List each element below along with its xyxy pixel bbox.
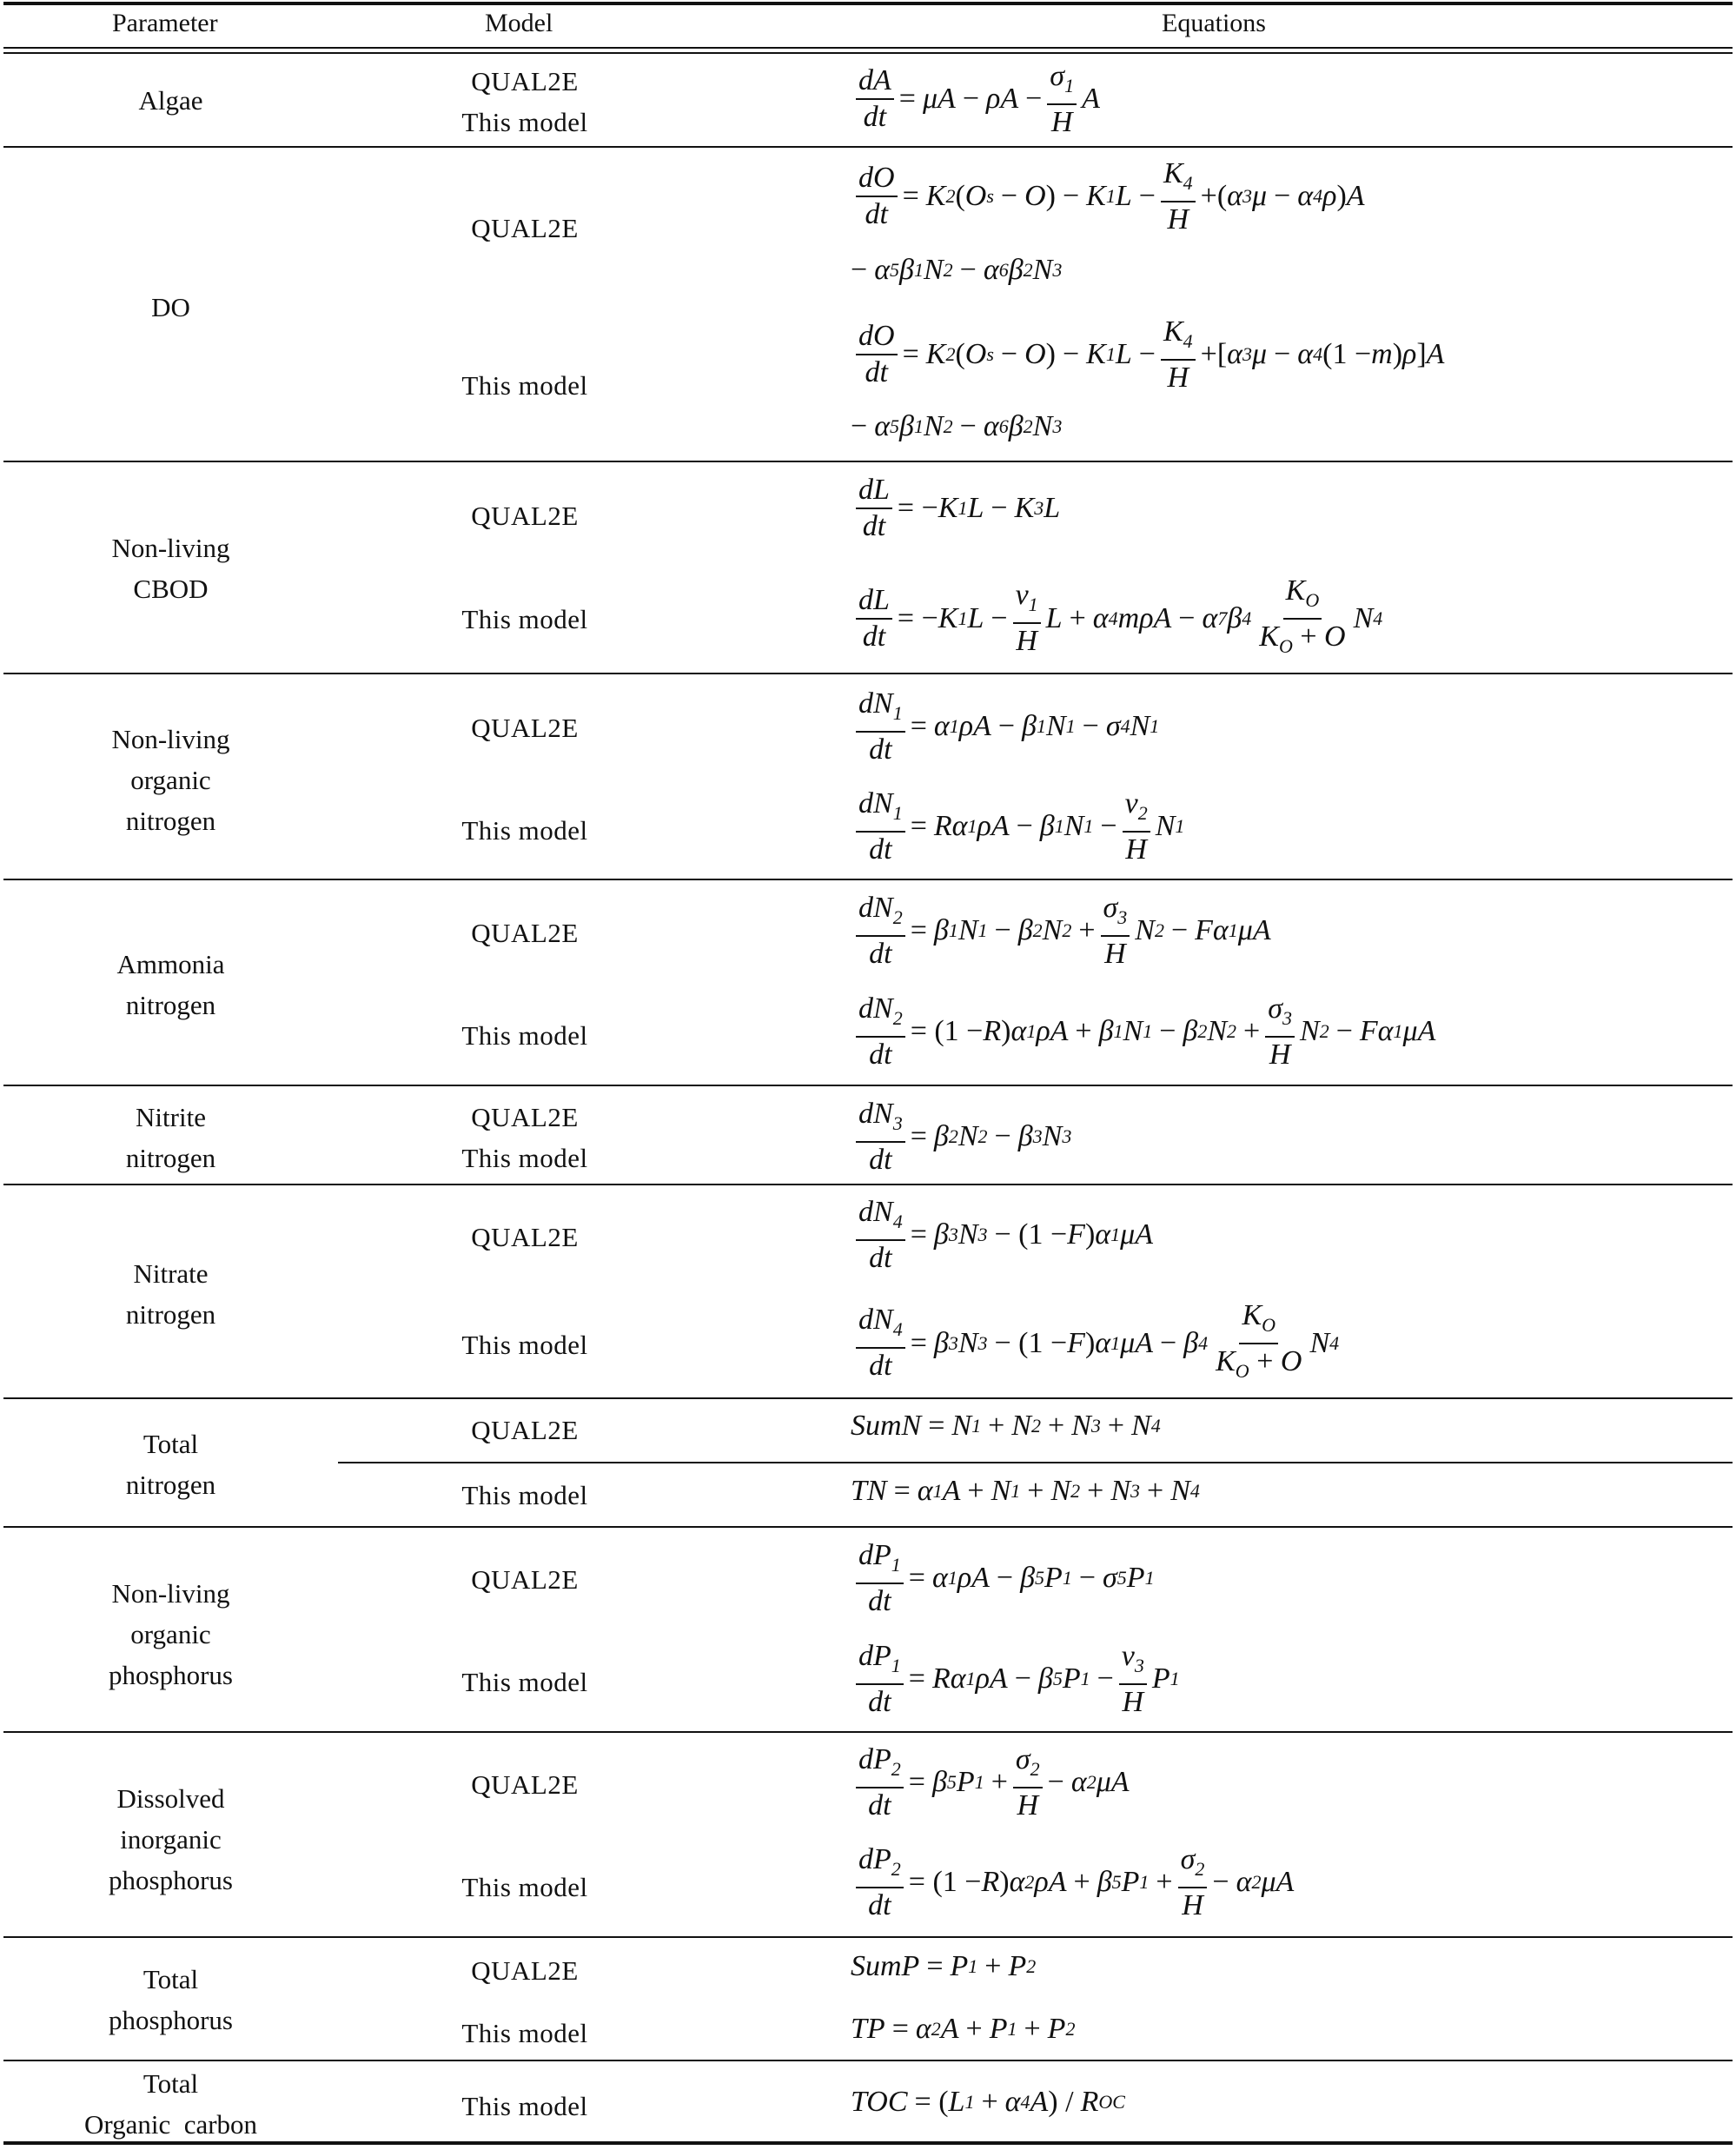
model-this: This model [461, 815, 588, 846]
row-divider [3, 1526, 1733, 1528]
param-ammonia-nitrogen: Ammonia nitrogen [116, 949, 225, 1020]
equation-do-this-line2: − α 5 β 1 N 2 − α 6 β 2 N 3 [851, 410, 1063, 442]
model-this: This model [461, 1330, 588, 1360]
row-divider [3, 1731, 1733, 1733]
model-this: This model [461, 1020, 588, 1051]
equation-tn-qual2e: SumN = N 1 + N 2 + N 3 + N 4 [851, 1410, 1161, 1442]
model-this: This model [461, 1480, 588, 1510]
param-total-nitrogen: Total nitrogen [125, 1429, 216, 1500]
param-algae: Algae [138, 85, 203, 116]
model-this: This model [461, 604, 588, 634]
param-inorganic-phosphorus: Dissolved inorganic phosphorus [109, 1783, 233, 1895]
param-total-organic-carbon: Total Organic carbon [83, 2068, 258, 2140]
model-qual2e: QUAL2E [471, 713, 579, 743]
equation-nh3-qual2e: $\frac{dN_2}{dt}$ = β 1 N 1 − β 2 N 2 + $\frac{\sigma_3}{H}$ N 2 − Fα 1 μA [851, 893, 1271, 970]
equation-cbod-qual2e: $\frac{dL}{dt}$ = − K 1 L − K 3 L [851, 474, 1060, 542]
model-qual2e: QUAL2E [471, 918, 579, 948]
param-do: DO [151, 292, 190, 322]
param-nitrite-nitrogen: Nitrite nitrogen [125, 1102, 216, 1173]
row-divider [3, 1936, 1733, 1938]
model-qual2e: QUAL2E [471, 501, 579, 531]
equation-cbod-this: $\frac{dL}{dt}$ = − K 1 L − $\frac{v_1}{H}$ L + α 4 mρA − α 7 β 4 $\frac{K_O}{K_O + O}$ N 4 [851, 575, 1382, 662]
top-rule [3, 2, 1733, 5]
model-this: This model [461, 2018, 588, 2048]
model-cell: QUAL2E This model [461, 1102, 588, 1173]
equation-tp-qual2e: SumP = P 1 + P 2 [851, 1950, 1037, 1982]
model-qual2e: QUAL2E [471, 1769, 579, 1800]
header-model: Model [485, 9, 553, 37]
equation-tp-this: TP = α 2 A + P 1 + P 2 [851, 2013, 1076, 2045]
equation-orgp-qual2e: $\frac{dP_1}{dt}$ = α 1 ρA − β 5 P 1 − σ 5 P 1 [851, 1540, 1155, 1617]
row-divider [3, 461, 1733, 462]
param-organic-phosphorus: Non-living organic phosphorus [109, 1578, 233, 1690]
model-this: This model [461, 370, 588, 401]
equation-algae: $\frac{dA}{dt}$ = μA − ρA − $\frac{\sigma_1}{H}$ A [851, 61, 1100, 138]
param-total-phosphorus: Total phosphorus [109, 1964, 233, 2035]
row-divider [3, 879, 1733, 880]
model-qual2e: QUAL2E [471, 1955, 579, 1986]
equations-table [3, 2, 1733, 2147]
header-rule-1 [3, 47, 1733, 49]
equation-do-qual2e-line1: $\frac{dO}{dt}$ = K 2 ( O s − O ) − K 1 L − $\frac{K_4}{H}$ +( α 3 μ − α 4 ρ ) A [851, 158, 1365, 236]
param-nitrate-nitrogen: Nitrate nitrogen [125, 1258, 216, 1330]
row-divider [3, 1085, 1733, 1086]
equation-orgp-this: $\frac{dP_1}{dt}$ = Rα 1 ρA − β 5 P 1 − $\frac{\nu_3}{H}$ P 1 [851, 1641, 1180, 1718]
model-this: This model [461, 1667, 588, 1697]
row-divider [3, 1397, 1733, 1399]
row-divider [3, 673, 1733, 674]
row-divider [3, 2060, 1733, 2061]
param-cbod: Non-living CBOD [111, 533, 230, 604]
equation-dip-this: $\frac{dP_2}{dt}$ = (1 − R ) α 2 ρA + β 5 P 1 + $\frac{\sigma_2}{H}$ − α 2 μA [851, 1844, 1294, 1921]
header-rule-2 [3, 52, 1733, 54]
model-this: This model [461, 2091, 588, 2121]
equation-toc: TOC = ( L 1 + α 4 A ) / R OC [851, 2086, 1125, 2118]
equation-no2: $\frac{dN_3}{dt}$ = β 2 N 2 − β 3 N 3 [851, 1098, 1071, 1176]
equation-do-qual2e-line2: − α 5 β 1 N 2 − α 6 β 2 N 3 [851, 254, 1063, 286]
param-organic-nitrogen: Non-living organic nitrogen [111, 724, 230, 836]
equation-nh3-this: $\frac{dN_2}{dt}$ = (1 − R ) α 1 ρA + β 1 N 1 − β 2 N 2 + $\frac{\sigma_3}{H}$ N 2 − Fα 1 μA [851, 993, 1435, 1071]
equation-no3-this: $\frac{dN_4}{dt}$ = β 3 N 3 − (1 − F ) α 1 μA − β 4 $\frac{K_O}{K_O + O}$ N 4 [851, 1300, 1339, 1387]
model-qual2e: QUAL2E [471, 1564, 579, 1595]
model-qual2e: QUAL2E [471, 1222, 579, 1252]
model-cell: QUAL2E This model [461, 66, 588, 137]
equation-no3-qual2e: $\frac{dN_4}{dt}$ = β 3 N 3 − (1 − F ) α 1 μA [851, 1197, 1153, 1274]
equation-tn-this: TN = α 1 A + N 1 + N 2 + N 3 + N 4 [851, 1475, 1200, 1507]
equation-do-this-line1: $\frac{dO}{dt}$ = K 2 ( O s − O ) − K 1 L − $\frac{K_4}{H}$ +[ α 3 μ − α 4 (1 − m ) ρ ] A [851, 316, 1444, 394]
model-qual2e: QUAL2E [471, 213, 579, 243]
equation-orgn-qual2e: $\frac{dN_1}{dt}$ = α 1 ρA − β 1 N 1 − σ 4 N 1 [851, 688, 1159, 766]
model-qual2e: QUAL2E [471, 1415, 579, 1445]
header-equations: Equations [1162, 9, 1266, 37]
row-divider [3, 1184, 1733, 1185]
header-parameter: Parameter [112, 9, 218, 37]
row-divider [3, 146, 1733, 148]
equation-dip-qual2e: $\frac{dP_2}{dt}$ = β 5 P 1 + $\frac{\sigma_2}{H}$ − α 2 μA [851, 1744, 1130, 1822]
equation-orgn-this: $\frac{dN_1}{dt}$ = Rα 1 ρA − β 1 N 1 − $\frac{\nu_2}{H}$ N 1 [851, 788, 1184, 866]
model-this: This model [461, 1872, 588, 1902]
row-divider-partial [338, 1462, 1733, 1463]
